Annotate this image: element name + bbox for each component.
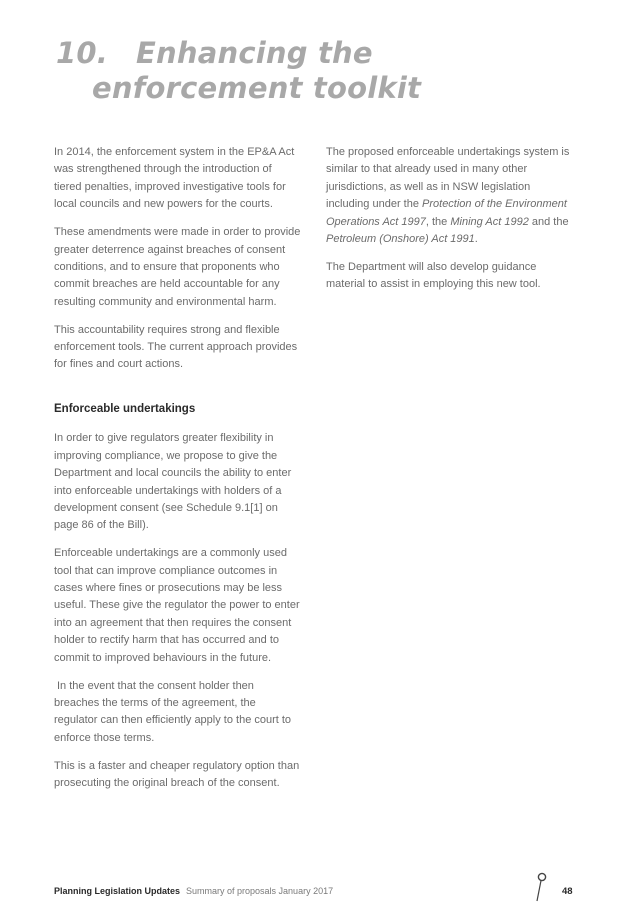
act-title-petroleum: Petroleum (Onshore) Act 1991 <box>326 233 475 246</box>
heading-line-1: Enhancing the <box>136 36 373 70</box>
paragraph-6: In the event that the consent holder then breaches the terms of the agreement, the regulator can then efficiently apply to the court to enforce those terms. <box>54 679 292 744</box>
footer-subtitle: Summary of proposals January 2017 <box>186 886 334 896</box>
section-number: 10. <box>56 36 108 70</box>
text-run: . <box>474 233 478 246</box>
left-column <box>54 144 302 803</box>
paragraph-7: This is a faster and cheaper regulatory option than prosecuting the original breach of the consent. <box>54 759 300 790</box>
footer <box>54 886 333 896</box>
paragraph-2: These amendments were made in order to provide greater deterrence against breaches of consent conditions, and to ensure that proponents who commit breaches are held accountable for any resulting community and environmental harm. <box>54 226 301 308</box>
map-pin-icon <box>534 872 548 902</box>
act-title-poeo: Protection of the Environment Operations Act 1997 <box>326 198 567 228</box>
paragraph-3: This accountability requires strong and flexible enforcement tools. The current approach provides for fines and court actions. <box>54 323 298 371</box>
text-run: , the <box>425 215 451 228</box>
paragraph-4: In order to give regulators greater flexibility in improving compliance, we propose to give the Department and local councils the ability to enter into enforceable undertakings with holders of a development consent (see Schedule 9.1[1] on page 86 of the Bill). <box>54 432 292 532</box>
right-column <box>326 144 576 304</box>
footer-title: Planning Legislation Updates <box>54 886 181 896</box>
act-title-mining: Mining Act 1992 <box>450 215 529 228</box>
page-heading <box>56 36 421 106</box>
paragraph-8 <box>326 144 576 248</box>
subheading-enforceable-undertakings: Enforceable undertakings <box>54 402 196 415</box>
paragraph-1: In 2014, the enforcement system in the EP&A Act was strengthened through the introduction of tiered penalties, improved investigative tools for local councils and new powers for the courts. <box>54 146 295 211</box>
paragraph-9: The Department will also develop guidance material to assist in employing this new tool. <box>326 260 541 291</box>
text-run: The proposed enforceable undertakings system is similar to that already used in many other jurisdictions, as well as in NSW legislation including under the <box>326 146 570 211</box>
heading-line-2: enforcement toolkit <box>92 71 422 105</box>
text-run: and the <box>528 215 569 228</box>
paragraph-5: Enforceable undertakings are a commonly used tool that can improve compliance outcomes in cases where fines or prosecutions may be less useful. These give the regulator the power to enter into an agreement that then requires the consent holder to rectify harm that has occurred and to commit to improved behaviours in the future. <box>54 547 300 664</box>
page-number: 48 <box>562 886 573 897</box>
